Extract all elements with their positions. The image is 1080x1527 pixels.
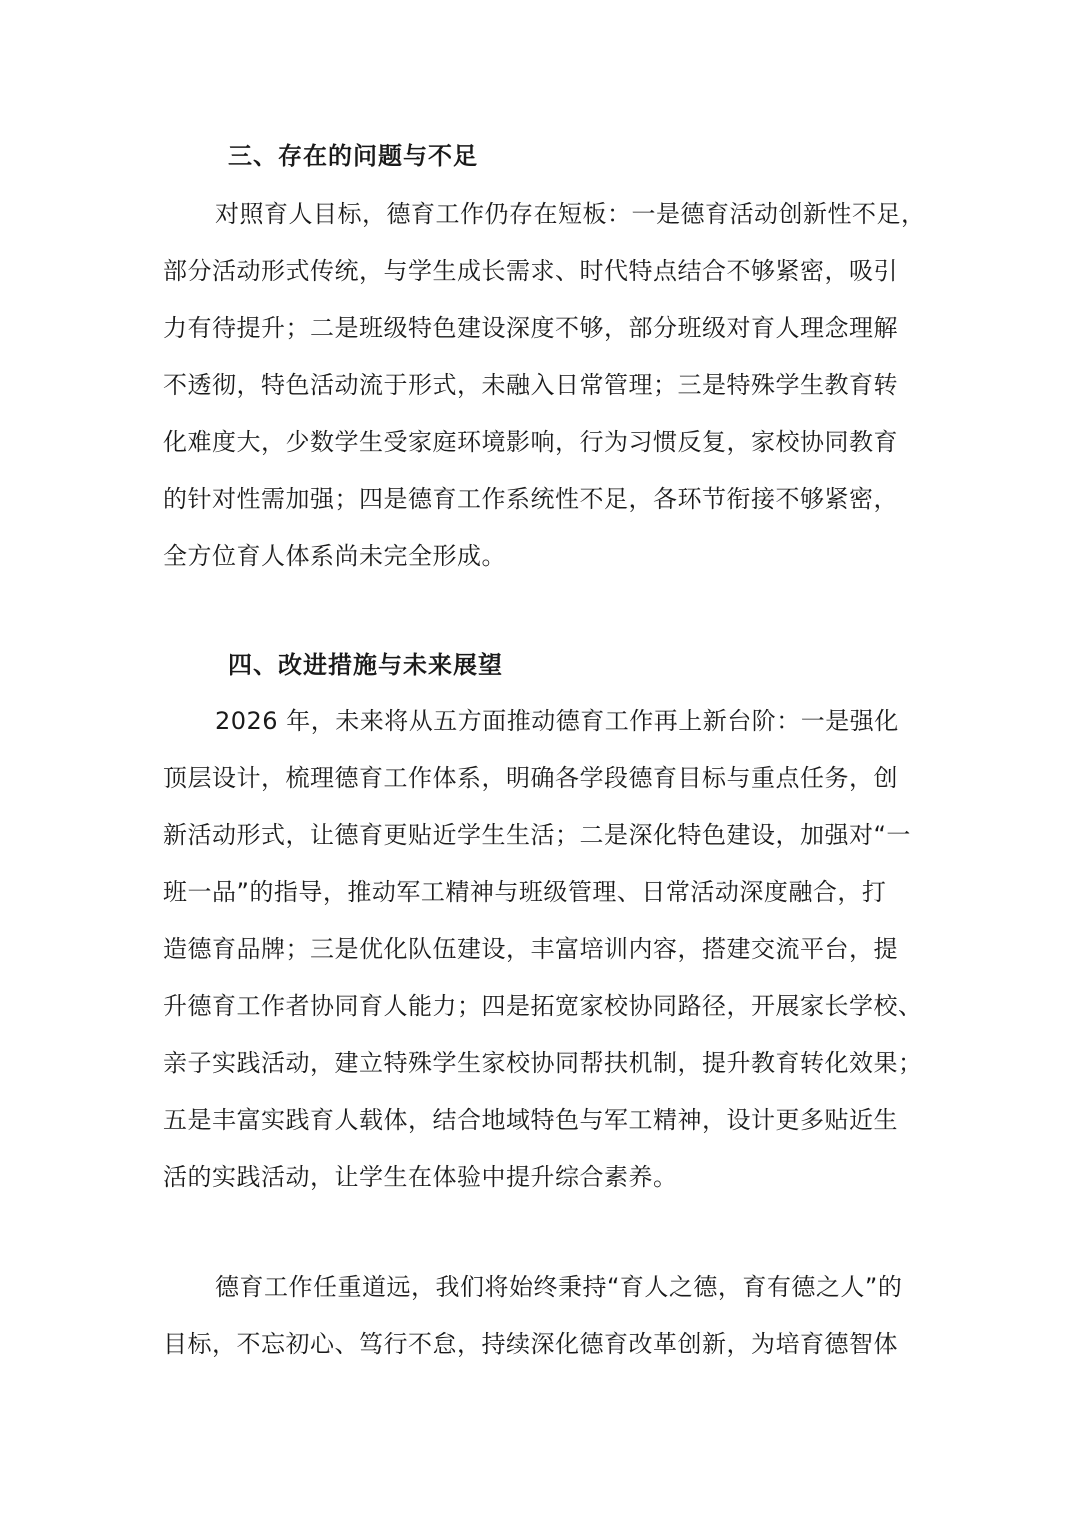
section-3-paragraph bbox=[163, 186, 943, 585]
paragraph-line: 德育工作任重道远，我们将始终秉持“育人之德，育有德之人”的 bbox=[215, 1273, 903, 1301]
paragraph-line: 新活动形式，让德育更贴近学生生活；二是深化特色建设，加强对“一 bbox=[163, 821, 911, 849]
section-4-paragraph bbox=[163, 693, 943, 1206]
paragraph-line: 对照育人目标，德育工作仍存在短板：一是德育活动创新性不足， bbox=[215, 200, 926, 228]
paragraph-line: 2026 年，未来将从五方面推动德育工作再上新台阶：一是强化 bbox=[215, 707, 899, 735]
paragraph-line: 不透彻，特色活动流于形式，未融入日常管理；三是特殊学生教育转 bbox=[163, 371, 898, 399]
paragraph-line: 部分活动形式传统，与学生成长需求、时代特点结合不够紧密，吸引 bbox=[163, 257, 898, 285]
paragraph-line: 目标，不忘初心、笃行不怠，持续深化德育改革创新，为培育德智体 bbox=[163, 1330, 898, 1358]
paragraph-line: 五是丰富实践育人载体，结合地域特色与军工精神，设计更多贴近生 bbox=[163, 1106, 898, 1134]
paragraph-line: 亲子实践活动，建立特殊学生家校协同帮扶机制，提升教育转化效果； bbox=[163, 1049, 923, 1077]
section-4-heading: 四、改进措施与未来展望 bbox=[228, 651, 503, 679]
paragraph-line: 化难度大，少数学生受家庭环境影响，行为习惯反复，家校协同教育 bbox=[163, 428, 898, 456]
paragraph-line: 活的实践活动，让学生在体验中提升综合素养。 bbox=[163, 1163, 678, 1191]
paragraph-line: 班一品”的指导，推动军工精神与班级管理、日常活动深度融合，打 bbox=[163, 878, 887, 906]
paragraph-line: 升德育工作者协同育人能力；四是拓宽家校协同路径，开展家长学校、 bbox=[163, 992, 923, 1020]
paragraph-line: 的针对性需加强；四是德育工作系统性不足，各环节衔接不够紧密， bbox=[163, 485, 898, 513]
section-3-heading: 三、存在的问题与不足 bbox=[228, 142, 478, 170]
paragraph-line: 造德育品牌；三是优化队伍建设，丰富培训内容，搭建交流平台，提 bbox=[163, 935, 898, 963]
paragraph-line: 顶层设计，梳理德育工作体系，明确各学段德育目标与重点任务，创 bbox=[163, 764, 898, 792]
paragraph-line: 力有待提升；二是班级特色建设深度不够，部分班级对育人理念理解 bbox=[163, 314, 898, 342]
paragraph-line: 全方位育人体系尚未完全形成。 bbox=[163, 542, 506, 570]
closing-paragraph bbox=[163, 1259, 943, 1373]
